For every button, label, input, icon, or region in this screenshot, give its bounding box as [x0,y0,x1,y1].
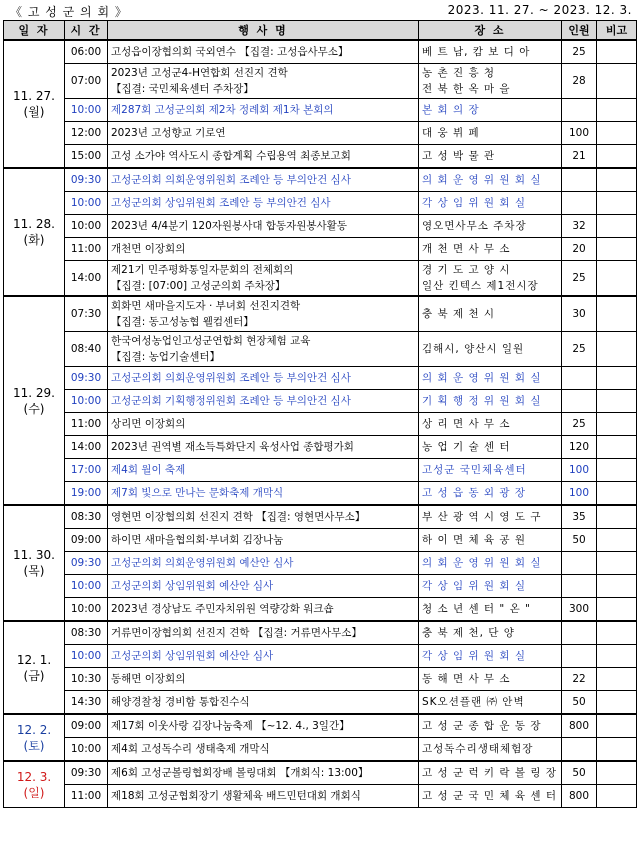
attendee-count-cell [562,168,597,192]
note-cell [597,691,637,715]
schedule-row [4,645,637,668]
place-cell [419,390,562,413]
place-text: 고 성 군 종 합 운 동 장 [422,720,542,732]
place-text: 기 획 행 정 위 원 회 실 [422,395,542,407]
event-cell [108,238,419,261]
time-cell: 10:00 [65,99,108,122]
time-cell: 10:00 [65,645,108,668]
event-cell [108,99,419,122]
place-cell [419,714,562,738]
note-cell [597,215,637,238]
schedule-period: 2023. 11. 27. ~ 2023. 12. 3. [447,3,632,17]
place-cell [419,296,562,332]
place-text: 부 산 광 역 시 영 도 구 [422,511,542,523]
event-text: 【집결: 동고성농협 웰컴센터】 [111,316,254,328]
event-cell [108,691,419,715]
event-text: 영현면 이장협의회 선진지 견학 【집결: 영현면사무소】 [111,511,366,523]
event-cell [108,40,419,64]
place-cell [419,785,562,808]
schedule-row [4,598,637,622]
schedule-row [4,296,637,332]
time-cell: 09:30 [65,552,108,575]
note-cell [597,645,637,668]
place-text: 본 회 의 장 [422,104,480,116]
schedule-row [4,122,637,145]
day-group [4,168,637,296]
note-cell [597,459,637,482]
note-cell [597,621,637,645]
event-text: 회화면 새마을지도자 · 부녀회 선진지견학 [111,300,301,312]
event-text: 상리면 이장회의 [111,418,186,430]
event-text: 하이면 새마을협의회·부녀회 김장나눔 [111,534,284,546]
place-cell [419,668,562,691]
event-text: 【집결: 농업기술센터】 [111,351,221,363]
place-cell [419,40,562,64]
event-cell [108,215,419,238]
column-header-time: 시 간 [65,21,108,41]
event-cell [108,621,419,645]
place-cell [419,505,562,529]
place-text: 각 상 임 위 원 회 실 [422,580,527,592]
event-text: 2023년 경상남도 주민자치위원 역량강화 워크숍 [111,603,334,615]
place-cell [419,215,562,238]
weekday-text: (일) [23,785,45,800]
note-cell [597,261,637,297]
date-cell [4,40,65,168]
event-text: 고성군의회 기획행정위원회 조례안 등 부의안건 심사 [111,395,351,407]
place-text: 동 해 면 사 무 소 [422,673,511,685]
place-cell [419,552,562,575]
place-text: 상 리 면 사 무 소 [422,418,511,430]
place-text: 하 이 면 체 육 공 원 [422,534,527,546]
note-cell [597,714,637,738]
place-cell [419,64,562,99]
place-cell [419,529,562,552]
event-cell [108,575,419,598]
schedule-row [4,390,637,413]
attendee-count-cell [562,192,597,215]
place-text: 대 웅 뷔 페 [422,127,480,139]
day-group [4,621,637,714]
place-cell [419,99,562,122]
day-group [4,714,637,761]
date-text: 11. 29. [13,385,55,400]
attendee-count-cell [562,390,597,413]
time-cell: 19:00 [65,482,108,506]
place-text: 농 업 기 술 센 터 [422,441,511,453]
attendee-count-cell: 800 [562,714,597,738]
day-group [4,505,637,621]
date-cell [4,296,65,505]
event-text: 고성군의회 상임위원회 예산안 심사 [111,650,274,662]
note-cell [597,738,637,762]
event-text: 제18회 고성군협회장기 생활체육 배드민턴대회 개회식 [111,790,361,802]
date-cell [4,505,65,621]
place-cell [419,168,562,192]
place-text: 고 성 군 국 민 체 육 센 터 [422,790,557,802]
place-cell [419,122,562,145]
event-text: 제4회 고성독수리 생태축제 개막식 [111,743,270,755]
note-cell [597,296,637,332]
schedule-row [4,482,637,506]
attendee-count-cell: 300 [562,598,597,622]
place-cell [419,261,562,297]
day-group [4,40,637,168]
event-cell [108,529,419,552]
event-text: 제287회 고성군의회 제2차 정례회 제1차 본회의 [111,104,334,116]
event-text: 고성군의회 의회운영위원회 예산안 심사 [111,557,294,569]
schedule-row [4,192,637,215]
place-cell [419,145,562,169]
place-text: 김해시, 양산시 일원 [422,343,525,355]
note-cell [597,367,637,390]
note-cell [597,390,637,413]
attendee-count-cell: 25 [562,332,597,367]
time-cell: 14:00 [65,261,108,297]
schedule-row [4,529,637,552]
event-text: 제17회 이웃사랑 김장나눔축제 【~12. 4., 3일간】 [111,720,350,732]
place-cell [419,332,562,367]
event-cell [108,390,419,413]
note-cell [597,192,637,215]
date-cell [4,714,65,761]
place-cell [419,761,562,785]
time-cell: 10:00 [65,390,108,413]
event-cell [108,64,419,99]
day-group [4,296,637,505]
day-group [4,761,637,808]
note-cell [597,99,637,122]
schedule-row [4,145,637,169]
attendee-count-cell: 22 [562,668,597,691]
attendee-count-cell [562,575,597,598]
place-cell [419,192,562,215]
place-cell [419,367,562,390]
place-text: 의 회 운 영 위 원 회 실 [422,372,542,384]
weekday-text: (월) [23,105,45,119]
time-cell: 07:00 [65,64,108,99]
event-cell [108,261,419,297]
note-cell [597,238,637,261]
place-text: 영오면사무소 주차장 [422,220,527,232]
time-cell: 11:00 [65,238,108,261]
time-cell: 06:00 [65,40,108,64]
note-cell [597,761,637,785]
time-cell: 10:00 [65,575,108,598]
place-text: 고성군 국민체육센터 [422,464,527,476]
event-cell [108,332,419,367]
schedule-row [4,668,637,691]
event-cell [108,482,419,506]
event-text: 고성군의회 상임위원회 예산안 심사 [111,580,274,592]
event-cell [108,598,419,622]
schedule-row [4,785,637,808]
event-text: 2023년 권역별 재소득특화단지 육성사업 종합평가회 [111,441,354,453]
schedule-row [4,761,637,785]
schedule-row [4,505,637,529]
time-cell: 08:40 [65,332,108,367]
note-cell [597,505,637,529]
date-text: 11. 30. [13,548,55,562]
attendee-count-cell: 100 [562,482,597,506]
note-cell [597,436,637,459]
place-text: 각 상 임 위 원 회 실 [422,197,527,209]
event-text: 2023년 고성군4-H연합회 선진지 견학 [111,67,288,79]
note-cell [597,413,637,436]
attendee-count-cell [562,367,597,390]
schedule-row [4,40,637,64]
attendee-count-cell: 120 [562,436,597,459]
time-cell: 10:00 [65,215,108,238]
schedule-row [4,575,637,598]
attendee-count-cell: 32 [562,215,597,238]
attendee-count-cell [562,99,597,122]
place-cell [419,413,562,436]
time-cell: 11:00 [65,413,108,436]
time-cell: 11:00 [65,785,108,808]
weekday-text: (수) [23,401,45,416]
event-text: 한국여성농업인고성군연합회 현장체험 교육 [111,335,311,347]
event-text: 동해면 이장회의 [111,673,186,685]
attendee-count-cell [562,645,597,668]
event-cell [108,738,419,762]
schedule-row [4,261,637,297]
date-text: 12. 3. [16,769,52,784]
attendee-count-cell: 50 [562,529,597,552]
note-cell [597,122,637,145]
note-cell [597,668,637,691]
place-text: 경 기 도 고 양 시 [422,264,511,276]
place-text: 고 성 군 럭 키 락 볼 링 장 [422,767,557,779]
event-text: 제7회 빛으로 만나는 문화축제 개막식 [111,487,284,499]
note-cell [597,482,637,506]
schedule-row [4,436,637,459]
organization-title: 《 고 성 군 의 회 》 [10,5,128,19]
event-text: 고성군의회 의회운영위원회 조례안 등 부의안건 심사 [111,174,351,186]
attendee-count-cell: 800 [562,785,597,808]
event-cell [108,645,419,668]
schedule-header [0,0,640,20]
event-cell [108,668,419,691]
time-cell: 09:30 [65,367,108,390]
column-header-count: 인원 [562,21,597,41]
event-text: 고성군의회 의회운영위원회 조례안 등 부의안건 심사 [111,372,351,384]
event-cell [108,436,419,459]
time-cell: 07:30 [65,296,108,332]
place-text: SK오션플랜 ㈜ 안벽 [422,696,525,708]
date-text: 11. 28. [13,217,55,231]
time-cell: 14:00 [65,436,108,459]
column-header-date: 일 자 [4,21,65,41]
place-cell [419,691,562,715]
note-cell [597,529,637,552]
date-cell [4,621,65,714]
note-cell [597,145,637,169]
date-text: 12. 1. [16,652,52,667]
note-cell [597,64,637,99]
schedule-row [4,691,637,715]
schedule-row [4,621,637,645]
event-cell [108,413,419,436]
place-cell [419,436,562,459]
place-cell [419,575,562,598]
date-text: 12. 2. [16,722,52,737]
schedule-row [4,738,637,762]
place-cell [419,482,562,506]
event-text: 2023년 고성향교 기로연 [111,127,226,139]
schedule-row [4,64,637,99]
time-cell: 15:00 [65,145,108,169]
event-cell [108,145,419,169]
event-cell [108,552,419,575]
place-text: 고 성 박 물 관 [422,150,496,162]
time-cell: 17:00 [65,459,108,482]
event-text: 거류면이장협의회 선진지 견학 【집결: 거류면사무소】 [111,627,362,639]
place-cell [419,621,562,645]
event-cell [108,296,419,332]
event-text: 【집결: 국민체육센터 주차장】 [111,83,254,95]
time-cell: 12:00 [65,122,108,145]
place-text: 고성독수리생태체험장 [422,743,534,755]
time-cell: 14:30 [65,691,108,715]
note-cell [597,575,637,598]
place-cell [419,598,562,622]
time-cell: 10:00 [65,598,108,622]
schedule-row [4,332,637,367]
note-cell [597,168,637,192]
place-text: 베 트 남, 캄 보 디 아 [422,46,531,58]
event-text: 2023년 4/4분기 120자원봉사대 합동자원봉사활동 [111,220,347,232]
place-text: 일산 킨텍스 제1전시장 [422,280,539,292]
place-text: 충 북 제 천 시 [422,308,496,320]
place-text: 전 북 한 옥 마 을 [422,83,511,95]
attendee-count-cell: 25 [562,413,597,436]
place-text: 의 회 운 영 위 원 회 실 [422,174,542,186]
attendee-count-cell [562,552,597,575]
column-header-place: 장 소 [419,21,562,41]
attendee-count-cell [562,738,597,762]
event-text: 고성읍이장협의회 국외연수 【집결: 고성읍사무소】 [111,46,349,58]
time-cell: 08:30 [65,621,108,645]
weekday-text: (금) [23,668,45,683]
note-cell [597,40,637,64]
attendee-count-cell: 50 [562,761,597,785]
time-cell: 10:30 [65,668,108,691]
event-text: 고성 소가야 역사도시 종합계획 수립용역 최종보고회 [111,150,351,162]
time-cell: 09:30 [65,168,108,192]
header-row [4,21,637,41]
event-text: 고성군의회 상임위원회 조례안 등 부의안건 심사 [111,197,331,209]
event-text: 제6회 고성군볼링협회장배 볼링대회 【개회식: 13:00】 [111,767,369,779]
event-text: 제21기 민주평화통일자문회의 전체회의 [111,264,294,276]
note-cell [597,552,637,575]
place-text: 충 북 제 천, 단 양 [422,627,515,639]
column-header-event: 행 사 명 [108,21,419,41]
attendee-count-cell: 50 [562,691,597,715]
column-header-note: 비고 [597,21,637,41]
attendee-count-cell: 28 [562,64,597,99]
time-cell: 10:00 [65,738,108,762]
attendee-count-cell: 30 [562,296,597,332]
schedule-row [4,552,637,575]
place-text: 청 소 년 센 터 " 온 " [422,603,531,615]
note-cell [597,332,637,367]
place-text: 각 상 임 위 원 회 실 [422,650,527,662]
event-cell [108,714,419,738]
date-text: 11. 27. [13,89,55,103]
note-cell [597,785,637,808]
schedule-row [4,459,637,482]
event-cell [108,459,419,482]
place-text: 고 성 읍 동 외 광 장 [422,487,527,499]
weekday-text: (화) [23,233,45,247]
time-cell: 09:00 [65,529,108,552]
time-cell: 10:00 [65,192,108,215]
weekday-text: (토) [23,738,45,753]
note-cell [597,598,637,622]
place-cell [419,738,562,762]
event-cell [108,367,419,390]
attendee-count-cell: 20 [562,238,597,261]
time-cell: 09:30 [65,761,108,785]
place-text: 농 촌 진 흥 청 [422,67,496,79]
place-cell [419,459,562,482]
schedule-row [4,413,637,436]
attendee-count-cell: 100 [562,459,597,482]
attendee-count-cell: 25 [562,261,597,297]
event-text: 【집결: [07:00] 고성군의회 주차장】 [111,280,286,292]
place-cell [419,238,562,261]
attendee-count-cell [562,621,597,645]
schedule-row [4,215,637,238]
event-cell [108,505,419,529]
place-text: 개 천 면 사 무 소 [422,243,511,255]
attendee-count-cell: 21 [562,145,597,169]
attendee-count-cell: 100 [562,122,597,145]
place-cell [419,645,562,668]
event-cell [108,761,419,785]
schedule-row [4,238,637,261]
event-text: 개천면 이장회의 [111,243,186,255]
schedule-row [4,714,637,738]
attendee-count-cell: 25 [562,40,597,64]
event-cell [108,785,419,808]
time-cell: 08:30 [65,505,108,529]
schedule-table [3,20,637,808]
event-text: 제4회 월이 축제 [111,464,186,476]
event-cell [108,122,419,145]
weekday-text: (목) [23,564,45,578]
date-cell [4,168,65,296]
schedule-row [4,168,637,192]
schedule-row [4,367,637,390]
time-cell: 09:00 [65,714,108,738]
event-text: 해양경찰청 경비함 통합진수식 [111,696,250,708]
date-cell [4,761,65,808]
attendee-count-cell: 35 [562,505,597,529]
place-text: 의 회 운 영 위 원 회 실 [422,557,542,569]
event-cell [108,192,419,215]
schedule-row [4,99,637,122]
event-cell [108,168,419,192]
